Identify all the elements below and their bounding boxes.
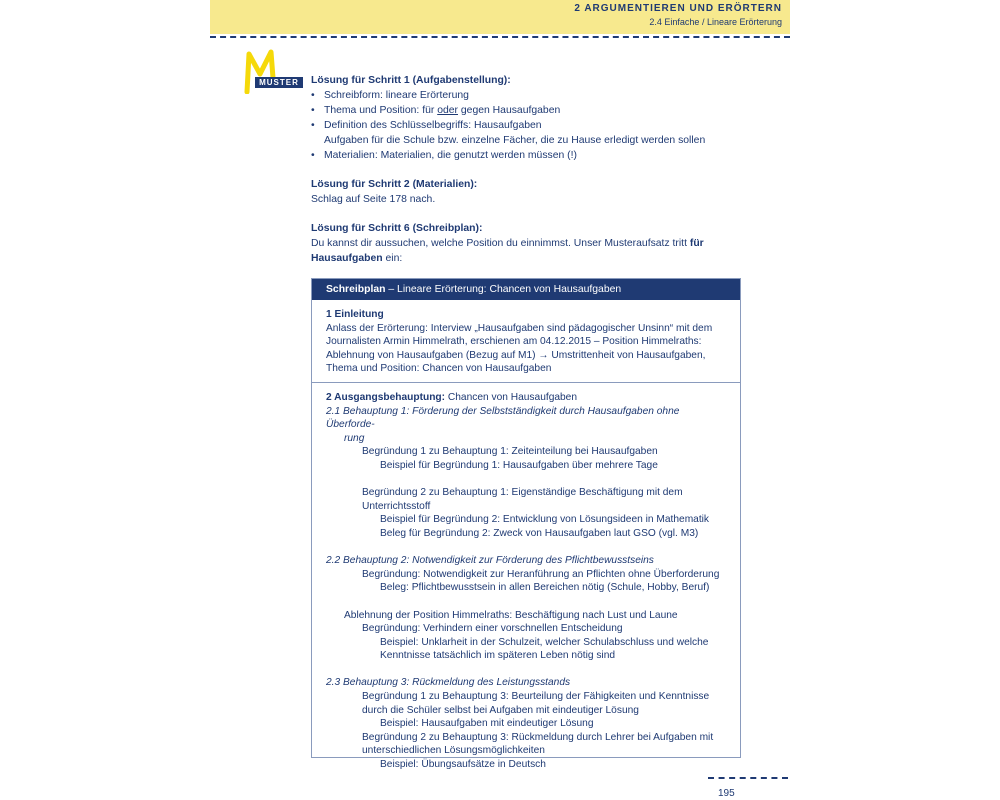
- list-item: • Definition des Schlüsselbegriffs: Hausaufgaben: [311, 120, 542, 131]
- chapter-title: 2 ARGUMENTIEREN UND ERÖRTERN: [574, 3, 782, 14]
- step2-text: Schlag auf Seite 178 nach.: [311, 194, 436, 205]
- page-header: [210, 0, 790, 34]
- intro-title: 1 Einleitung: [326, 309, 384, 320]
- step6-title: Lösung für Schritt 6 (Schreibplan):: [311, 223, 483, 234]
- step1-title: Lösung für Schritt 1 (Aufgabenstellung):: [311, 75, 511, 86]
- claim-2: 2.2 Behauptung 2: Notwendigkeit zur Förderung des Pflichtbewusstseins: [326, 555, 654, 567]
- footer-divider: [708, 777, 788, 779]
- writing-plan-header: Schreibplan – Lineare Erörterung: Chancen von Hausaufgaben: [312, 279, 740, 300]
- rejection: Ablehnung der Position Himmelraths: Beschäftigung nach Lust und Laune: [344, 609, 678, 621]
- underlined-word: oder: [437, 105, 458, 116]
- section-title: 2.4 Einfache / Lineare Erörterung: [649, 17, 782, 27]
- solution-text: [311, 73, 741, 266]
- step2-title: Lösung für Schritt 2 (Materialien):: [311, 179, 478, 190]
- list-item-continuation: Aufgaben für die Schule bzw. einzelne Fächer, die zu Hause erledigt werden sollen: [324, 135, 706, 146]
- list-item: • Materialien: Materialien, die genutzt werden müssen (!): [311, 150, 577, 161]
- muster-logo: [243, 48, 303, 96]
- step1-list: [311, 88, 741, 163]
- claim-1: 2.1 Behauptung 1: Förderung der Selbstständigkeit durch Hausaufgaben ohne Überforde-: [326, 405, 680, 431]
- main-title: 2 Ausgangsbehauptung: Chancen von Hausaufgaben: [326, 392, 578, 403]
- writing-plan-box: [311, 278, 741, 771]
- list-item: • Schreibform: lineare Erörterung: [311, 90, 469, 101]
- page-number: 195: [718, 788, 735, 799]
- list-item: • Thema und Position: für oder gegen Hausaufgaben: [311, 105, 561, 116]
- intro-section: 1 Einleitung Anlass der Erörterung: Interview „Hausaufgaben sind pädagogischer Unsinn“ mit dem Journalisten Armin Himmelrath, erschienen am 04.12.2015 – Position Himmelraths: Ablehnung von Hausaufgaben (Bezug auf M1) → Umstrittenheit von Hausaufgaben, Thema und Position: Chancen von Hausaufgaben: [312, 300, 740, 383]
- main-section: 2 Ausgangsbehauptung: Chancen von Hausaufgaben 2.1 Behauptung 1: Förderung der Selbstständigkeit durch Hausaufgaben ohne Überforde- rung Begründung 1 zu Behauptung 1: Zeiteinteilung bei Hausaufgaben Beispiel für Begründung 1: Hausaufgaben über mehrere Tage Begründung 2 zu Behauptung 1: Eigenständige Beschäftigung mit dem Unterrichtsstoff Beispiel für Begründung 2: Entwicklung von Lösungsideen in Mathematik Beleg für Begründung 2: Zweck von Hausaufgaben laut GSO (vgl. M3) 2.2 Behauptung 2: Notwendigkeit zur Förderung des Pflichtbewusstseins Begründung: Notwendigkeit zur Heranführung an Pflichten ohne Überforderung Beleg: Pflichtbewusstsein in allen Bereichen nötig (Schule, Hobby, Beruf) Ablehnung der Position Himmelraths: Beschäftigung nach Lust und Laune Begründung: Verhindern einer vorschnellen Entscheidung Beispiel: Unklarheit in der Schulzeit, welcher Schulabschluss und welche Kenntnisse tatsächlich im späteren Leben nötig sind 2.3 Behauptung 3: Rückmeldung des Leistungsstands Begründung 1 zu Behauptung 3: Beurteilung der Fähigkeiten und Kenntnisse durch die Schüler selbst bei Aufgaben mit eindeutiger Lösung Beispiel: Hausaufgaben mit eindeutiger Lösung Begründung 2 zu Behauptung 3: Rückmeldung durch Lehrer bei Aufgaben mit unterschiedlichen Lösungsmöglichkeiten Beispiel: Übungsaufsätze in Deutsch: [312, 383, 740, 772]
- step6-text: Du kannst dir aussuchen, welche Position du einnimmst. Unser Musteraufsatz tritt für Hausaufgaben ein:: [311, 238, 704, 264]
- muster-tag: MUSTER: [255, 77, 303, 88]
- claim-3: 2.3 Behauptung 3: Rückmeldung des Leistungsstands: [326, 677, 571, 689]
- header-divider: [210, 36, 790, 38]
